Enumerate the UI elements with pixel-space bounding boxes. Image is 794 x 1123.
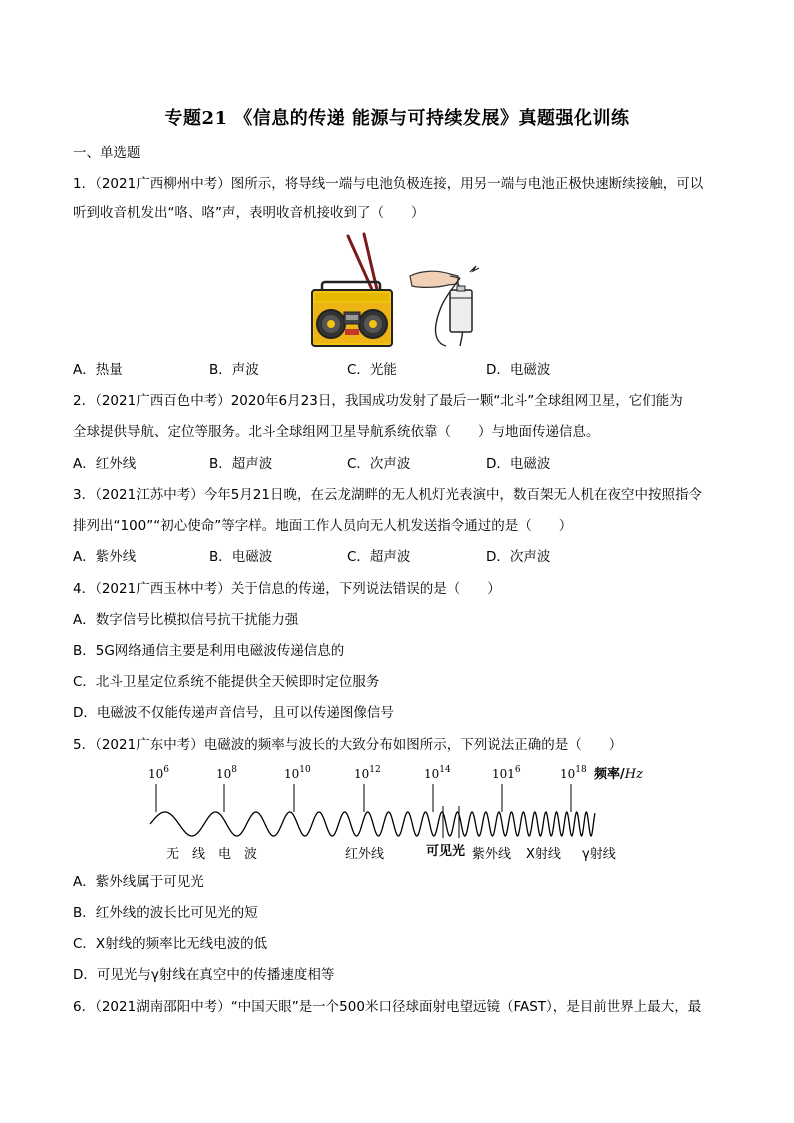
tick-label-6: $101^6$	[492, 765, 521, 781]
tick-label-1: $10^6$	[148, 765, 170, 781]
q1-option-a: A．热量	[73, 362, 123, 378]
band-xray: X射线	[526, 847, 561, 862]
tick-label-5: $10^{14}$	[424, 765, 451, 781]
q1-stem-line1: 1．（2021广西柳州中考）图所示，将导线一端与电池负极连接，用另一端与电池正极快速断续接触，可以	[73, 176, 704, 192]
q3-option-d: D．次声波	[486, 549, 551, 565]
band-gamma: γ射线	[582, 847, 616, 862]
q4-option-a: A．数字信号比模拟信号抗干扰能力强	[73, 612, 299, 628]
q5-option-a: A．紫外线属于可见光	[73, 874, 204, 890]
q6-stem-line1: 6．（2021湖南邵阳中考）“中国天眼”是一个500米口径球面射电望远镜（FAST），是目前世界上最大，最	[73, 999, 702, 1015]
band-infrared: 红外线	[345, 847, 385, 862]
band-labels	[166, 843, 616, 862]
q2-option-a: A．红外线	[73, 456, 137, 472]
tick-label-2: $10^8$	[216, 765, 238, 781]
q5-option-b: B．红外线的波长比可见光的短	[73, 905, 258, 921]
q5-option-d: D．可见光与γ射线在真空中的传播速度相等	[73, 967, 335, 983]
tick-marks	[156, 784, 571, 812]
tick-label-7: $10^{18}$	[560, 765, 587, 781]
q2-stem-line1: 2．（2021广西百色中考）2020年6月23日，我国成功发射了最后一颗“北斗”全球组网卫星，它们能为	[73, 393, 683, 409]
q1-option-b: B．声波	[209, 362, 259, 378]
q3-stem-line2: 排列出“100”“初心使命”等字样。地面工作人员向无人机发送指令通过的是（ ）	[73, 518, 573, 534]
band-radio: 无 线 电 波	[166, 847, 258, 862]
tick-label-3: $10^{10}$	[284, 765, 311, 781]
q3-option-a: A．紫外线	[73, 549, 137, 565]
q4-option-b: B．5G网络通信主要是利用电磁波传递信息的	[73, 643, 345, 659]
q1-option-d: D．电磁波	[486, 362, 551, 378]
axis-label: 频率/Hz	[594, 767, 643, 782]
q3-stem-line1: 3．（2021江苏中考）今年5月21日晚，在云龙湖畔的无人机灯光表演中，数百架无人机在夜空中按照指令	[73, 487, 702, 503]
q2-option-c: C．次声波	[347, 456, 411, 472]
q2-stem-line2: 全球提供导航、定位等服务。北斗全球组网卫星导航系统依靠（ ）与地面传递信息。	[73, 424, 600, 440]
em-spectrum-figure	[140, 758, 660, 868]
q3-option-b: B．电磁波	[209, 549, 273, 565]
q4-option-c: C．北斗卫星定位系统不能提供全天候即时定位服务	[73, 674, 380, 690]
section-heading: 一、单选题	[73, 145, 141, 161]
page-title: 专题21 《信息的传递 能源与可持续发展》真题强化训练	[164, 108, 630, 129]
q4-option-d: D．电磁波不仅能传递声音信号，且可以传递图像信号	[73, 705, 394, 721]
q2-option-b: B．超声波	[209, 456, 273, 472]
tick-label-4: $10^{12}$	[354, 765, 381, 781]
q5-stem: 5．（2021广东中考）电磁波的频率与波长的大致分布如图所示，下列说法正确的是（ ）	[73, 737, 623, 753]
radio-battery-figure	[300, 232, 500, 350]
spectrum-tick-labels	[148, 765, 643, 782]
q1-option-c: C．光能	[347, 362, 397, 378]
q1-stem-line2: 听到收音机发出“咯、咯”声，表明收音机接收到了（ ）	[73, 205, 425, 221]
q2-option-d: D．电磁波	[486, 456, 551, 472]
band-visible: 可见光	[426, 844, 466, 859]
band-ultraviolet: 紫外线	[472, 847, 512, 862]
q3-option-c: C．超声波	[347, 549, 411, 565]
wave-curve	[150, 812, 595, 836]
q5-option-c: C．X射线的频率比无线电波的低	[73, 936, 268, 952]
q4-stem: 4．（2021广西玉林中考）关于信息的传递，下列说法错误的是（ ）	[73, 581, 501, 597]
